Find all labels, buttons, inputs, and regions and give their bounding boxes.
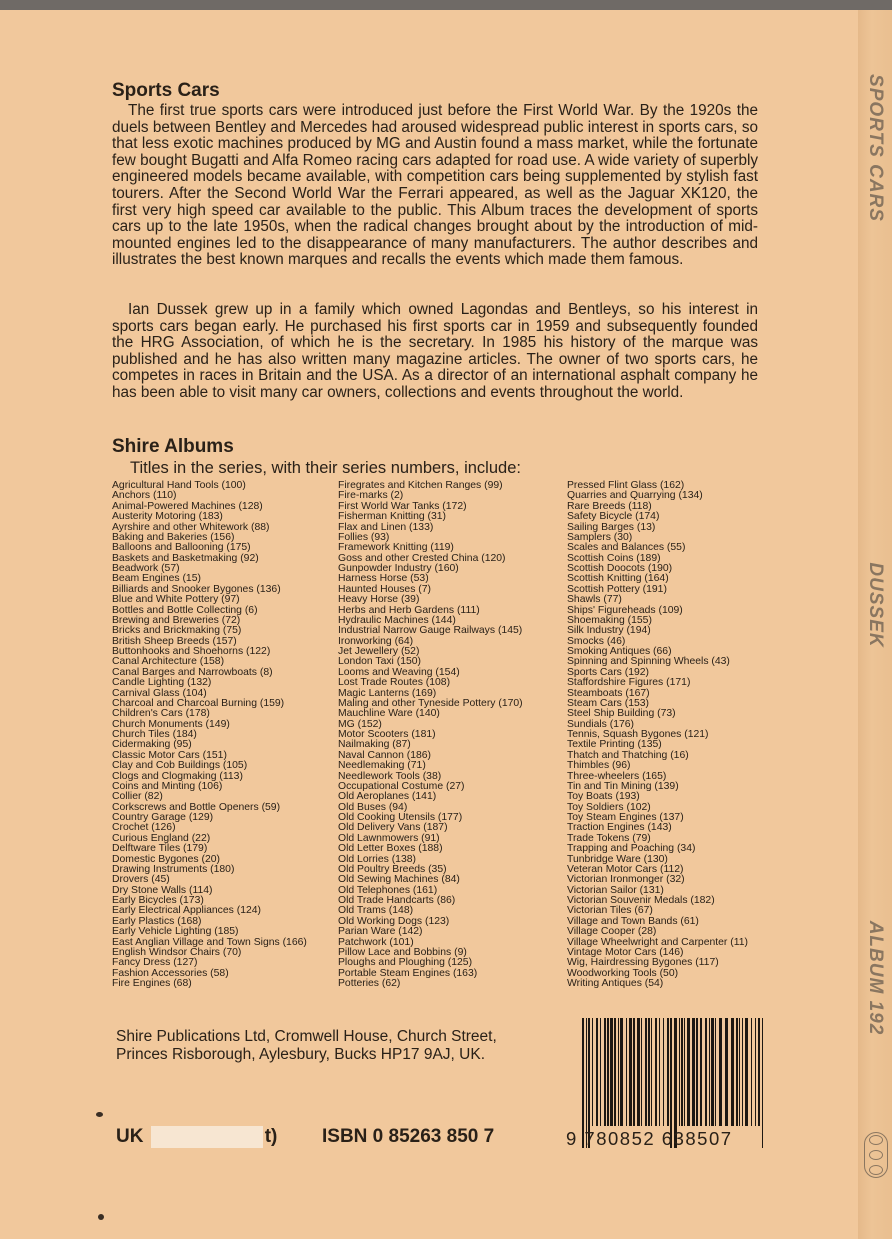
series-title-item: Maling and other Tyneside Pottery (170) [338, 697, 523, 709]
series-title-item: Herbs and Herb Gardens (111) [338, 604, 480, 616]
series-title-item: Sailing Barges (13) [567, 521, 656, 533]
series-title-item: Domestic Bygones (20) [112, 853, 220, 865]
series-title-item: Lost Trade Routes (108) [338, 677, 451, 689]
series-title-item: Heavy Horse (39) [338, 594, 420, 606]
series-title-item: Safety Bicycle (174) [567, 511, 660, 523]
series-title-item: Scottish Knitting (164) [567, 573, 669, 585]
price-prefix: UK [116, 1126, 144, 1148]
series-title-item: Curious England (22) [112, 832, 211, 844]
series-title-item: Clay and Cob Buildings (105) [112, 760, 248, 772]
series-title-item: First World War Tanks (172) [338, 500, 467, 512]
series-title-item: Village Cooper (28) [567, 926, 657, 938]
series-title-item: Naval Cannon (186) [338, 749, 431, 761]
series-title-item: Children's Cars (178) [112, 708, 210, 720]
titles-column-2 [338, 481, 523, 989]
series-title-item: Carnival Glass (104) [112, 687, 207, 699]
series-title-item: Quarries and Quarrying (134) [567, 490, 703, 502]
series-title-item: Steam Cars (153) [567, 697, 649, 709]
series-title-item: British Sheep Breeds (157) [112, 635, 237, 647]
series-title-item: Smocks (46) [567, 635, 626, 647]
series-title-item: Thatch and Thatching (16) [567, 749, 689, 761]
series-title-item: Pillow Lace and Bobbins (9) [338, 946, 467, 958]
series-title-item: Harness Horse (53) [338, 573, 429, 585]
series-title-item: Woodworking Tools (50) [567, 967, 679, 979]
series-title-item: Ayrshire and other Whitework (88) [112, 521, 270, 533]
titles-column-3 [567, 481, 748, 989]
series-title-item: Ploughs and Ploughing (125) [338, 957, 473, 969]
series-title-item: Haunted Houses (7) [338, 583, 431, 595]
price-label [116, 1126, 277, 1148]
series-title-item: Hydraulic Machines (144) [338, 614, 456, 626]
series-title-item: Old Aeroplanes (141) [338, 791, 437, 803]
scan-top-edge [0, 0, 892, 10]
series-title-item: Buttonhooks and Shoehorns (122) [112, 646, 271, 657]
publisher-logo-icon [864, 1132, 888, 1178]
isbn-label: ISBN 0 85263 850 7 [322, 1126, 495, 1147]
price-suffix: t) [264, 1126, 278, 1148]
series-title-item: Smoking Antiques (66) [567, 646, 672, 657]
series-title-item: Writing Antiques (54) [567, 978, 664, 989]
series-title-item: Scales and Balances (55) [567, 542, 686, 554]
series-title-item: Industrial Narrow Gauge Railways (145) [338, 625, 523, 637]
series-title-item: Traction Engines (143) [567, 822, 672, 834]
series-title-item: Scottish Pottery (191) [567, 583, 667, 595]
series-title-item: Tunbridge Ware (130) [567, 853, 668, 865]
series-title-item: Anchors (110) [112, 490, 177, 502]
series-title-item: Bottles and Bottle Collecting (6) [112, 604, 258, 616]
series-title-item: Canal Architecture (158) [112, 656, 225, 668]
series-title-item: Old Lorries (138) [338, 853, 416, 865]
series-title-item: Billiards and Snooker Bygones (136) [112, 583, 281, 595]
series-title-item: Old Working Dogs (123) [338, 915, 450, 927]
series-title-item: Early Plastics (168) [112, 915, 202, 927]
series-title-item: Blue and White Pottery (97) [112, 594, 240, 606]
series-title-item: Early Vehicle Lighting (185) [112, 926, 239, 938]
series-title-item: Crochet (126) [112, 822, 176, 834]
series-title-item: Needlework Tools (38) [338, 770, 442, 782]
series-title-item: Thimbles (96) [567, 760, 631, 772]
series-title-item: Textile Printing (135) [567, 739, 662, 751]
series-title-item: Old Letter Boxes (188) [338, 843, 443, 855]
series-title-item: Potteries (62) [338, 978, 401, 989]
series-title-item: Candle Lighting (132) [112, 677, 212, 689]
series-title-item: Tennis, Squash Bygones (121) [567, 729, 709, 740]
series-title-item: Old Trams (148) [338, 905, 414, 917]
series-title-item: Church Tiles (184) [112, 729, 197, 740]
series-title-item: MG (152) [338, 718, 382, 730]
series-title-item: Fire Engines (68) [112, 978, 192, 989]
series-title-item: Village Wheelwright and Carpenter (11) [567, 936, 748, 948]
series-title-item: Parian Ware (142) [338, 926, 423, 938]
series-title-item: Needlemaking (71) [338, 760, 426, 772]
series-title-item: Austerity Motoring (183) [112, 511, 223, 523]
series-title-item: Steamboats (167) [567, 687, 650, 699]
series-title-item: Collier (82) [112, 791, 163, 803]
series-title-item: Old Buses (94) [338, 801, 408, 813]
series-title-item: Old Telephones (161) [338, 884, 438, 896]
series-title-item: Early Bicycles (173) [112, 895, 204, 906]
series-title-item: English Windsor Chairs (70) [112, 946, 242, 958]
series-title-item: Victorian Sailor (131) [567, 884, 664, 896]
book-description: The first true sports cars were introduced just before the First World War. By the 1920s the duels between Bentley and Mercedes had aroused widespread public interest in sports cars, so that less exotic machines produced by MG and Austin found a mass market, while the fortunate few bought Bugatti and Alfa Romeo racing cars adapted for road use. A wide variety of superbly engineered models became available, with competition cars being supplemented by stylish fast tourers. After the Second World War the Ferrari appeared, as well as the Jaguar XK120, the first very high speed car available to the public. This Album traces the development of sports cars up to the late 1950s, when the radical changes brought about by the introduction of mid-mounted engines led to the disappearance of many manufacturers. The author describes and illustrates the best known marques and recalls the events which made them famous. [112, 102, 758, 269]
series-title-item: Flax and Linen (133) [338, 521, 434, 533]
titles-column-1 [112, 481, 307, 989]
series-title-item: Pressed Flint Glass (162) [567, 480, 685, 491]
series-title-item: Ironworking (64) [338, 635, 414, 647]
book-title-heading: Sports Cars [112, 80, 220, 101]
series-title-item: Toy Boats (193) [567, 791, 640, 803]
series-title-item: Church Monuments (149) [112, 718, 230, 730]
series-title-item: Goss and other Crested China (120) [338, 552, 506, 564]
series-title-item: Beadwork (57) [112, 563, 180, 574]
series-title-item: Village and Town Bands (61) [567, 915, 699, 927]
series-title-item: Coins and Minting (106) [112, 780, 223, 792]
series-title-item: Old Cooking Utensils (177) [338, 812, 463, 823]
series-title-item: Toy Soldiers (102) [567, 801, 651, 813]
series-title-item: Victorian Souvenir Medals (182) [567, 895, 715, 906]
publisher-address: Shire Publications Ltd, Cromwell House, Church Street, Princes Risborough, Aylesbury, Bucks HP17 9AJ, UK. [116, 1028, 497, 1063]
series-title-item: Sundials (176) [567, 718, 635, 730]
series-title-item: Old Sewing Machines (84) [338, 874, 460, 886]
scan-speck [96, 1112, 103, 1117]
series-title-item: Delftware Tiles (179) [112, 843, 208, 855]
series-title-item: Rare Breeds (118) [567, 500, 652, 512]
series-title-item: Occupational Costume (27) [338, 780, 465, 792]
spine-title: SPORTS CARS [865, 74, 886, 222]
series-title-item: Samplers (30) [567, 531, 633, 543]
series-intro: Titles in the series, with their series numbers, include: [130, 459, 521, 477]
series-title-item: East Anglian Village and Town Signs (166) [112, 936, 307, 948]
spine-author: DUSSEK [865, 562, 886, 648]
series-title-item: Framework Knitting (119) [338, 542, 454, 554]
series-title-item: Dry Stone Walls (114) [112, 884, 213, 896]
series-title-item: Ships' Figureheads (109) [567, 604, 683, 616]
series-title-item: Portable Steam Engines (163) [338, 967, 478, 979]
series-title-item: Shawls (77) [567, 594, 622, 606]
series-title-item: Mauchline Ware (140) [338, 708, 440, 720]
series-title-item: Early Electrical Appliances (124) [112, 905, 261, 917]
barcode-digits: 9 780852 638507 [566, 1128, 733, 1149]
series-title-item: Victorian Tiles (67) [567, 905, 653, 917]
series-title-item: Toy Steam Engines (137) [567, 812, 684, 823]
series-title-item: Veteran Motor Cars (112) [567, 863, 684, 875]
series-title-item: Corkscrews and Bottle Openers (59) [112, 801, 281, 813]
series-title-item: Shoemaking (155) [567, 614, 652, 626]
series-title-item: Bricks and Brickmaking (75) [112, 625, 242, 637]
series-title-item: Canal Barges and Narrowboats (8) [112, 666, 273, 678]
series-title-item: Country Garage (129) [112, 812, 214, 823]
series-title-item: Motor Scooters (181) [338, 729, 436, 740]
series-title-item: Nailmaking (87) [338, 739, 411, 751]
series-title-item: Trade Tokens (79) [567, 832, 651, 844]
series-title-item: Wig, Hairdressing Bygones (117) [567, 957, 719, 969]
series-title-item: Firegrates and Kitchen Ranges (99) [338, 480, 503, 491]
series-title-item: Steel Ship Building (73) [567, 708, 676, 720]
series-title-item: Fashion Accessories (58) [112, 967, 229, 979]
series-title-item: Old Lawnmowers (91) [338, 832, 440, 844]
author-biography: Ian Dussek grew up in a family which owned Lagondas and Bentleys, so his interest in sports cars began early. He purchased his first sports car in 1959 and subsequently founded the HRG Association, of which he is the secretary. In 1985 his history of the marque was published and he has also written many magazine articles. The owner of two sports cars, he competes in races in Britain and the USA. As a director of an international asphalt company he has been able to visit many car owners, collections and events throughout the world. [112, 301, 758, 401]
series-title-item: Gunpowder Industry (160) [338, 563, 459, 574]
series-heading: Shire Albums [112, 436, 234, 457]
series-title-item: Clogs and Clogmaking (113) [112, 770, 243, 782]
spine-album-number: ALBUM 192 [865, 920, 886, 1036]
series-title-item: Baskets and Basketmaking (92) [112, 552, 259, 564]
series-title-item: Fire-marks (2) [338, 490, 404, 502]
series-title-item: Tin and Tin Mining (139) [567, 780, 679, 792]
series-title-item: Staffordshire Figures (171) [567, 677, 691, 689]
series-title-item: Looms and Weaving (154) [338, 666, 460, 678]
series-title-item: Fisherman Knitting (31) [338, 511, 446, 523]
series-title-item: Silk Industry (194) [567, 625, 651, 637]
series-title-item: Old Poultry Breeds (35) [338, 863, 447, 875]
series-title-item: Patchwork (101) [338, 936, 414, 948]
series-title-item: Vintage Motor Cars (146) [567, 946, 684, 958]
series-title-item: Victorian Ironmonger (32) [567, 874, 685, 886]
series-title-item: Follies (93) [338, 531, 390, 543]
series-title-item: Cidermaking (95) [112, 739, 192, 751]
price-sticker-blank [151, 1126, 263, 1148]
series-title-item: Fancy Dress (127) [112, 957, 198, 969]
series-title-item: Three-wheelers (165) [567, 770, 667, 782]
series-title-item: Scottish Doocots (190) [567, 563, 673, 574]
series-title-item: Charcoal and Charcoal Burning (159) [112, 697, 285, 709]
series-title-item: Beam Engines (15) [112, 573, 201, 585]
series-title-item: Animal-Powered Machines (128) [112, 500, 263, 512]
series-title-item: Old Trade Handcarts (86) [338, 895, 456, 906]
series-title-item: Brewing and Breweries (72) [112, 614, 241, 626]
scan-speck [98, 1214, 104, 1220]
series-title-item: Trapping and Poaching (34) [567, 843, 696, 855]
series-title-item: London Taxi (150) [338, 656, 421, 668]
series-title-item: Drovers (45) [112, 874, 170, 886]
series-title-item: Baking and Bakeries (156) [112, 531, 235, 543]
series-title-item: Scottish Coins (189) [567, 552, 661, 564]
series-title-item: Magic Lanterns (169) [338, 687, 437, 699]
series-title-item: Jet Jewellery (52) [338, 646, 420, 657]
series-title-item: Balloons and Ballooning (175) [112, 542, 251, 554]
series-title-item: Classic Motor Cars (151) [112, 749, 227, 761]
series-title-item: Agricultural Hand Tools (100) [112, 480, 246, 491]
series-title-item: Spinning and Spinning Wheels (43) [567, 656, 730, 668]
series-title-item: Sports Cars (192) [567, 666, 649, 678]
series-title-item: Drawing Instruments (180) [112, 863, 235, 875]
series-title-item: Old Delivery Vans (187) [338, 822, 448, 834]
